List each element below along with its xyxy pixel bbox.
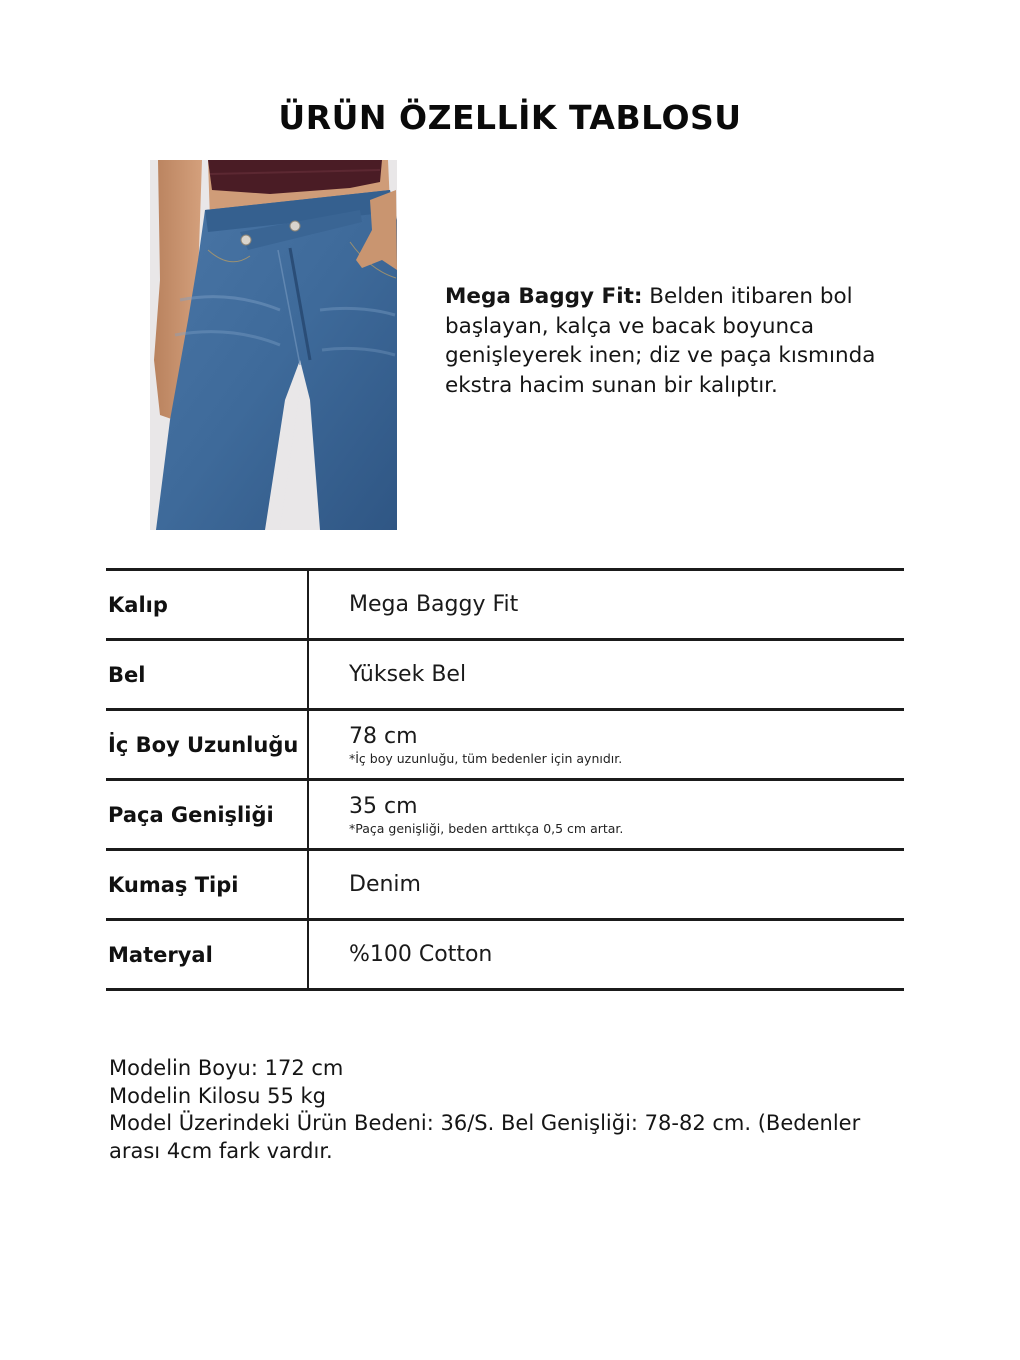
- spec-row-kumas: [106, 850, 904, 920]
- page-title: ÜRÜN ÖZELLİK TABLOSU: [278, 98, 742, 137]
- spec-value: [308, 850, 904, 920]
- fit-description-text: Belden itibaren bol başlayan, kalça ve bacak boyunca genişleyerek inen; diz ve paça kısmında ekstra hacim sunan bir kalıptır.: [445, 284, 876, 398]
- spec-row-paca: [106, 780, 904, 850]
- spec-value-main: Yüksek Bel: [349, 661, 467, 687]
- spec-value-main: Mega Baggy Fit: [349, 591, 519, 617]
- model-weight: Modelin Kilosu 55 kg: [109, 1083, 326, 1108]
- spec-row-kalip: [106, 570, 904, 640]
- spec-value: [308, 920, 904, 990]
- fit-description-term: Mega Baggy Fit:: [445, 284, 643, 309]
- spec-value-note: *Paça genişliği, beden arttıkça 0,5 cm artar.: [349, 821, 624, 836]
- spec-value: [308, 570, 904, 640]
- spec-label: İç Boy Uzunluğu: [106, 710, 308, 780]
- spec-value: [308, 710, 904, 780]
- fit-description: [445, 282, 925, 400]
- jeans-model-image: [150, 160, 397, 530]
- spec-value-note: *İç boy uzunluğu, tüm bedenler için aynıdır.: [349, 751, 623, 766]
- spec-label: Kalıp: [106, 570, 308, 640]
- model-height: Modelin Boyu: 172 cm: [109, 1056, 344, 1080]
- spec-label: Kumaş Tipi: [106, 850, 308, 920]
- spec-value: [308, 780, 904, 850]
- spec-row-ic-boy: [106, 710, 904, 780]
- spec-row-materyal: [106, 920, 904, 990]
- spec-value-main: 35 cm: [349, 794, 418, 819]
- model-size-line-2: arası 4cm fark vardır.: [109, 1138, 333, 1163]
- model-info: [109, 1055, 909, 1165]
- spec-value: [308, 640, 904, 710]
- spec-value-main: Denim: [349, 871, 421, 897]
- spec-label: Materyal: [106, 920, 308, 990]
- model-size-line-1: Model Üzerindeki Ürün Bedeni: 36/S. Bel Genişliği: 78-82 cm. (Bedenler: [109, 1111, 861, 1135]
- spec-label: Bel: [106, 640, 308, 710]
- spec-value-main: %100 Cotton: [349, 941, 493, 967]
- spec-label: Paça Genişliği: [106, 780, 308, 850]
- spec-value-main: 78 cm: [349, 724, 418, 749]
- product-photo: [150, 160, 397, 530]
- spec-table: [106, 568, 904, 991]
- spec-row-bel: [106, 640, 904, 710]
